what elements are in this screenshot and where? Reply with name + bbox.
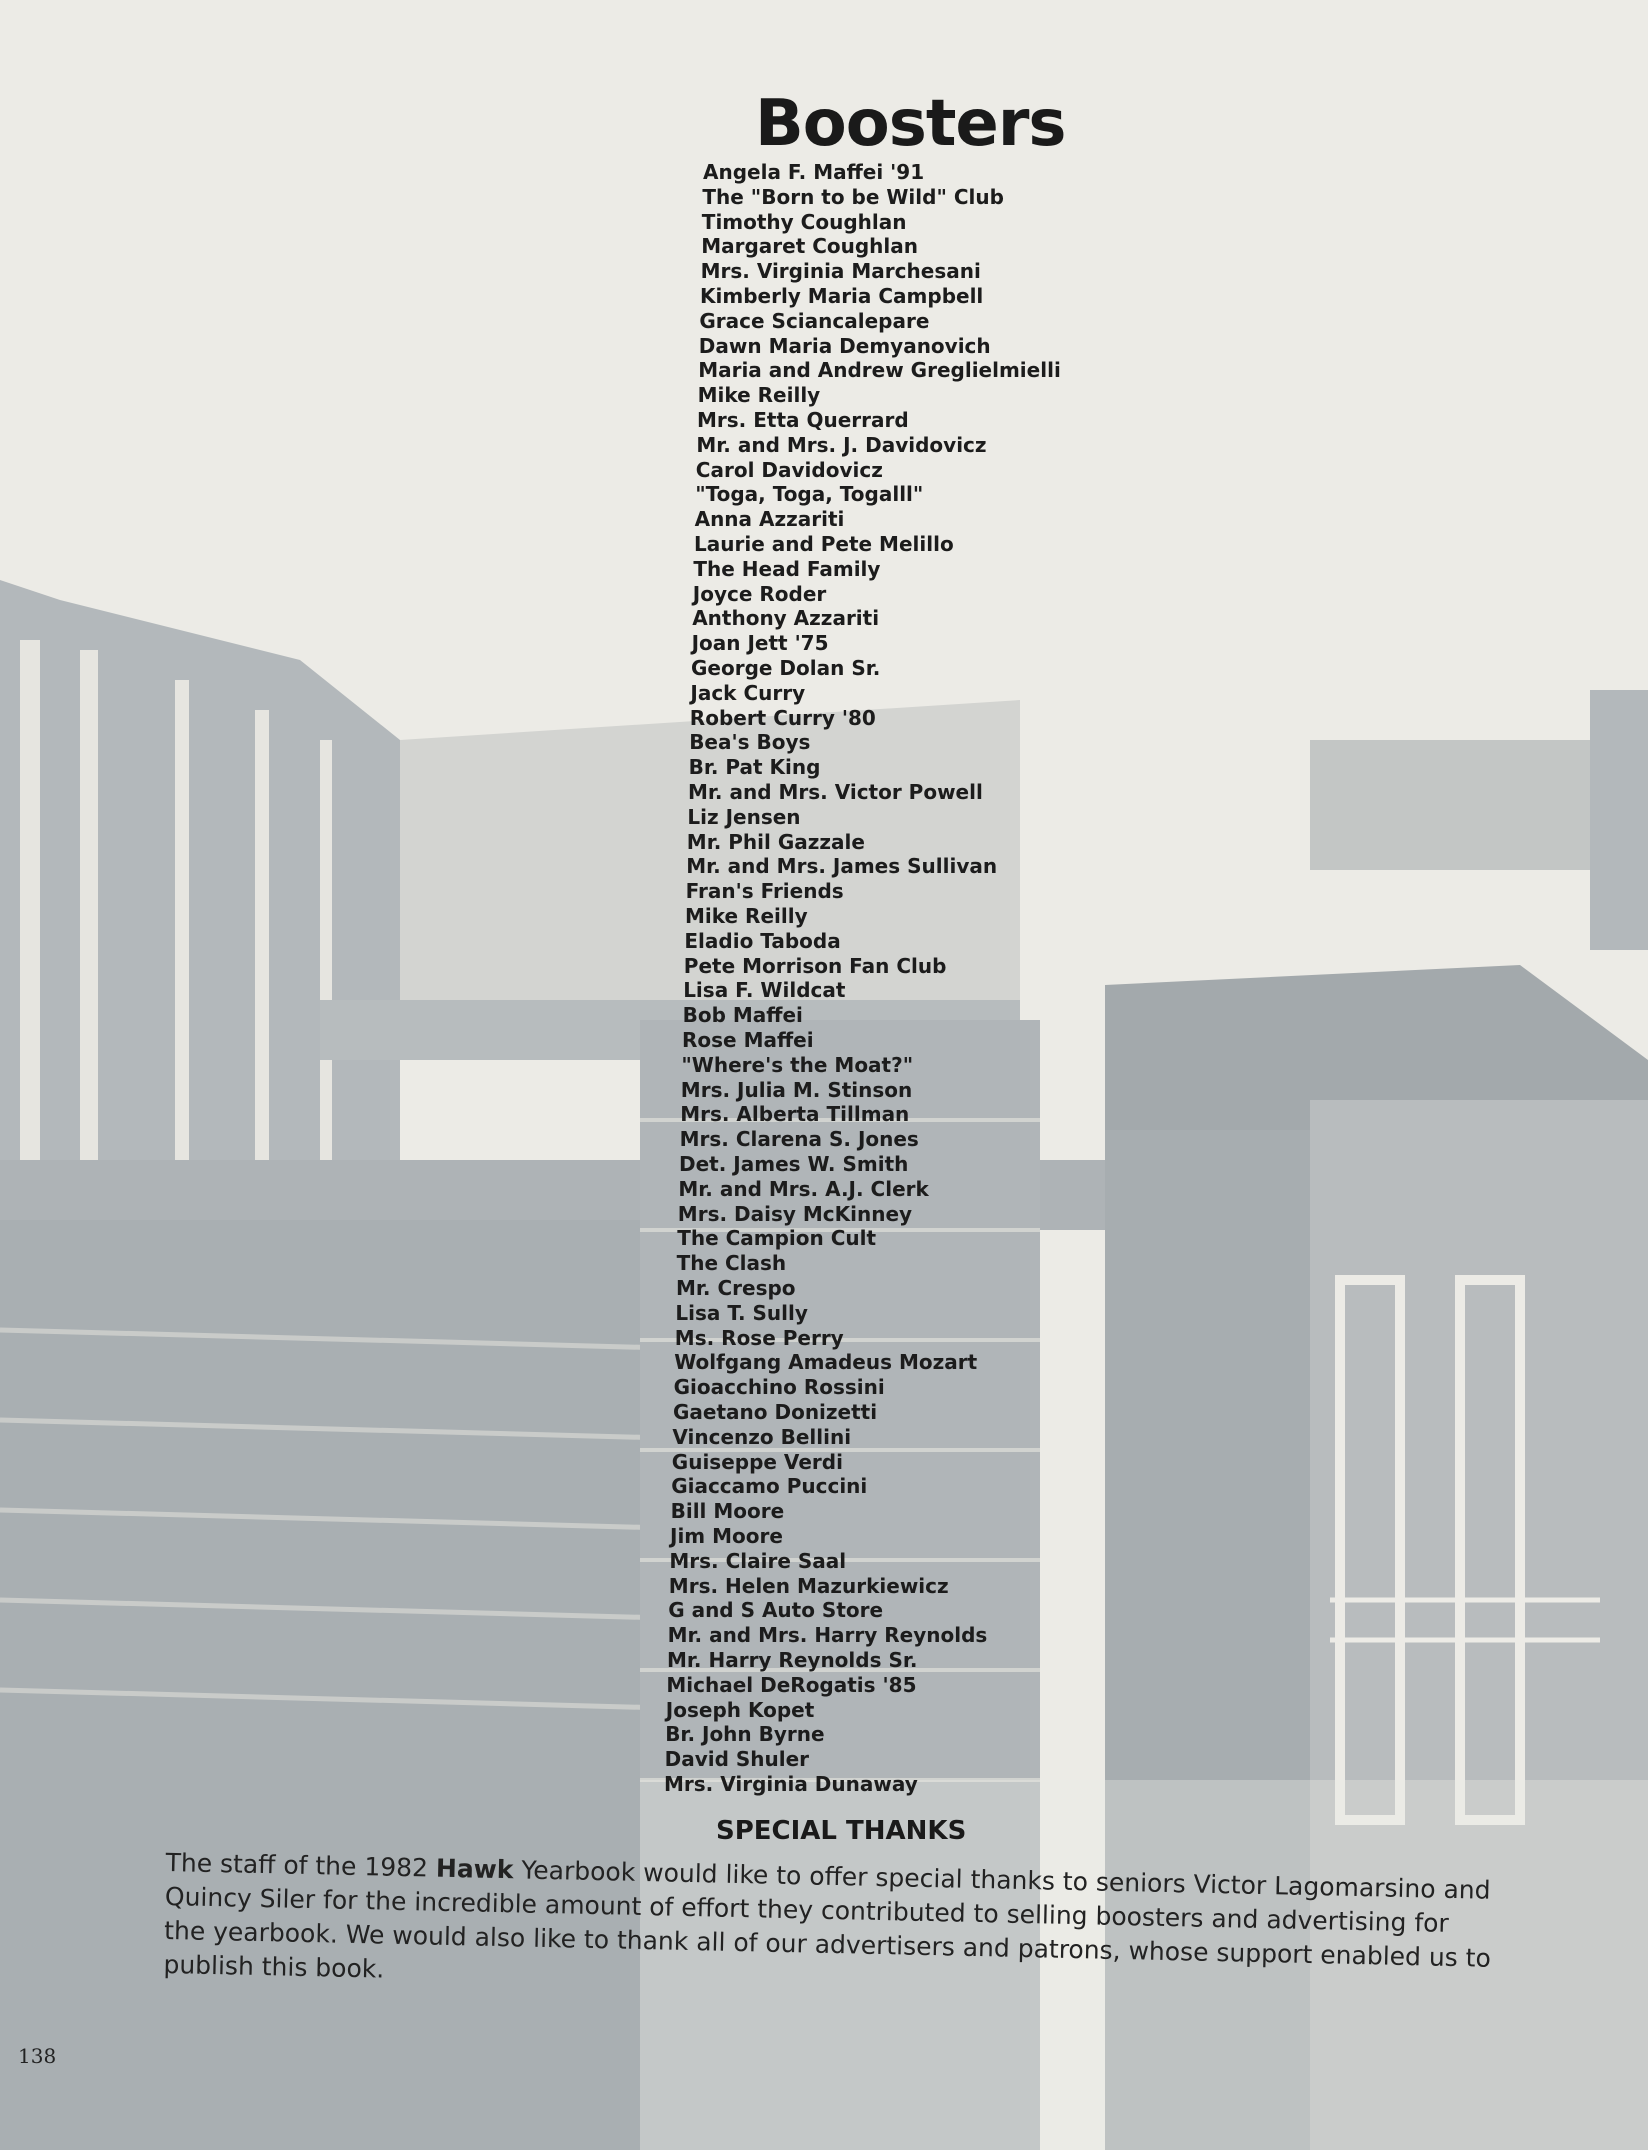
page-number: 138 (18, 2044, 57, 2068)
booster-entry: Bill Moore (670, 1499, 785, 1524)
booster-entry: "Where's the Moat?" (681, 1052, 914, 1077)
booster-entry: Mrs. Clarena S. Jones (679, 1127, 919, 1152)
booster-entry: Joan Jett '75 (691, 631, 829, 656)
booster-list (0, 160, 1648, 1820)
booster-entry: Mr. and Mrs. J. Davidovicz (696, 432, 987, 457)
booster-entry: George Dolan Sr. (691, 656, 881, 680)
booster-entry: Jack Curry (690, 680, 806, 705)
booster-entry: Carol Davidovicz (695, 457, 883, 482)
booster-entry: The Campion Cult (677, 1226, 877, 1251)
booster-entry: Rose Maffei (682, 1028, 814, 1052)
booster-entry: Mrs. Julia M. Stinson (680, 1077, 913, 1102)
booster-entry: Dawn Maria Demyanovich (698, 333, 991, 358)
booster-entry: Liz Jensen (687, 804, 801, 829)
booster-entry: Mr. and Mrs. Victor Powell (688, 780, 983, 804)
booster-entry: Br. Pat King (688, 755, 821, 780)
booster-entry: Laurie and Pete Melillo (694, 532, 954, 556)
booster-entry: Mrs. Virginia Dunaway (664, 1772, 918, 1796)
booster-entry: Joseph Kopet (665, 1697, 815, 1722)
booster-entry: Mr. and Mrs. Harry Reynolds (667, 1623, 988, 1648)
page-title: Boosters (755, 87, 1066, 161)
booster-entry: Mr. Harry Reynolds Sr. (667, 1648, 918, 1672)
booster-entry: Mike Reilly (697, 383, 821, 408)
special-thanks-heading: SPECIAL THANKS (716, 1816, 967, 1846)
booster-entry: Gioacchino Rossini (673, 1375, 885, 1400)
booster-entry: Joyce Roder (692, 581, 827, 606)
booster-entry: Anthony Azzariti (692, 606, 880, 631)
booster-entry: Angela F. Maffei '91 (703, 160, 925, 184)
booster-entry: The Clash (676, 1251, 787, 1276)
booster-entry: Giaccamo Puccini (671, 1474, 868, 1499)
booster-entry: Br. John Byrne (665, 1722, 825, 1747)
booster-entry: Fran's Friends (685, 879, 844, 904)
booster-entry: The "Born to be Wild" Club (702, 184, 1004, 209)
booster-entry: Mrs. Virginia Marchesani (700, 259, 981, 284)
booster-entry: Mrs. Claire Saal (669, 1548, 847, 1573)
special-thanks-text-before: The staff of the 1982 (165, 1847, 437, 1883)
booster-entry: Mrs. Daisy McKinney (677, 1201, 913, 1226)
booster-entry: Anna Azzariti (694, 507, 845, 532)
booster-entry: Bob Maffei (682, 1003, 803, 1028)
booster-entry: Lisa F. Wildcat (683, 978, 846, 1003)
booster-entry: Ms. Rose Perry (674, 1325, 844, 1350)
booster-entry: Mr. and Mrs. James Sullivan (686, 854, 998, 879)
booster-entry: Michael DeRogatis '85 (666, 1672, 917, 1697)
booster-entry: The Head Family (693, 556, 881, 581)
booster-entry: Guiseppe Verdi (671, 1449, 843, 1474)
special-thanks-text-after: Yearbook would like to offer special thanks to seniors Victor Lagomarsino and Quincy Siler for the incredible amount of effort they contributed to selling boosters and advertising for the yearbook. We would also like to thank all of our advertisers and patrons, whose support enabled us to publish this book. (163, 1855, 1492, 1984)
booster-entry: Kimberly Maria Campbell (700, 284, 984, 308)
booster-entry: Mrs. Helen Mazurkiewicz (668, 1573, 949, 1598)
booster-entry: Maria and Andrew Greglielmielli (698, 358, 1061, 383)
booster-entry: "Toga, Toga, Togalll" (695, 482, 924, 507)
booster-entry: Mr. Crespo (676, 1276, 796, 1300)
booster-entry: Gaetano Donizetti (673, 1400, 878, 1424)
booster-entry: Det. James W. Smith (679, 1152, 909, 1176)
booster-entry: Pete Morrison Fan Club (683, 953, 947, 978)
booster-entry: Vincenzo Bellini (672, 1424, 852, 1449)
booster-entry: Margaret Coughlan (701, 234, 919, 259)
booster-entry: Lisa T. Sully (675, 1300, 808, 1325)
booster-entry: G and S Auto Store (668, 1598, 884, 1623)
booster-entry: Mike Reilly (685, 904, 808, 928)
special-thanks-text (163, 1846, 1496, 2010)
booster-entry: Grace Sciancalepare (699, 308, 930, 333)
booster-entry: David Shuler (664, 1747, 810, 1772)
booster-entry: Mrs. Alberta Tillman (680, 1102, 910, 1127)
booster-entry: Robert Curry '80 (689, 705, 876, 730)
booster-entry: Mr. and Mrs. A.J. Clerk (678, 1176, 929, 1201)
booster-entry: Mrs. Etta Querrard (697, 408, 909, 432)
booster-entry: Eladio Taboda (684, 928, 841, 953)
special-thanks-hawk: Hawk (435, 1853, 514, 1885)
booster-entry: Jim Moore (670, 1524, 783, 1548)
booster-entry: Bea's Boys (689, 730, 811, 755)
booster-entry: Mr. Phil Gazzale (686, 829, 865, 854)
booster-entry: Timothy Coughlan (701, 209, 907, 234)
booster-entry: Wolfgang Amadeus Mozart (674, 1350, 978, 1375)
